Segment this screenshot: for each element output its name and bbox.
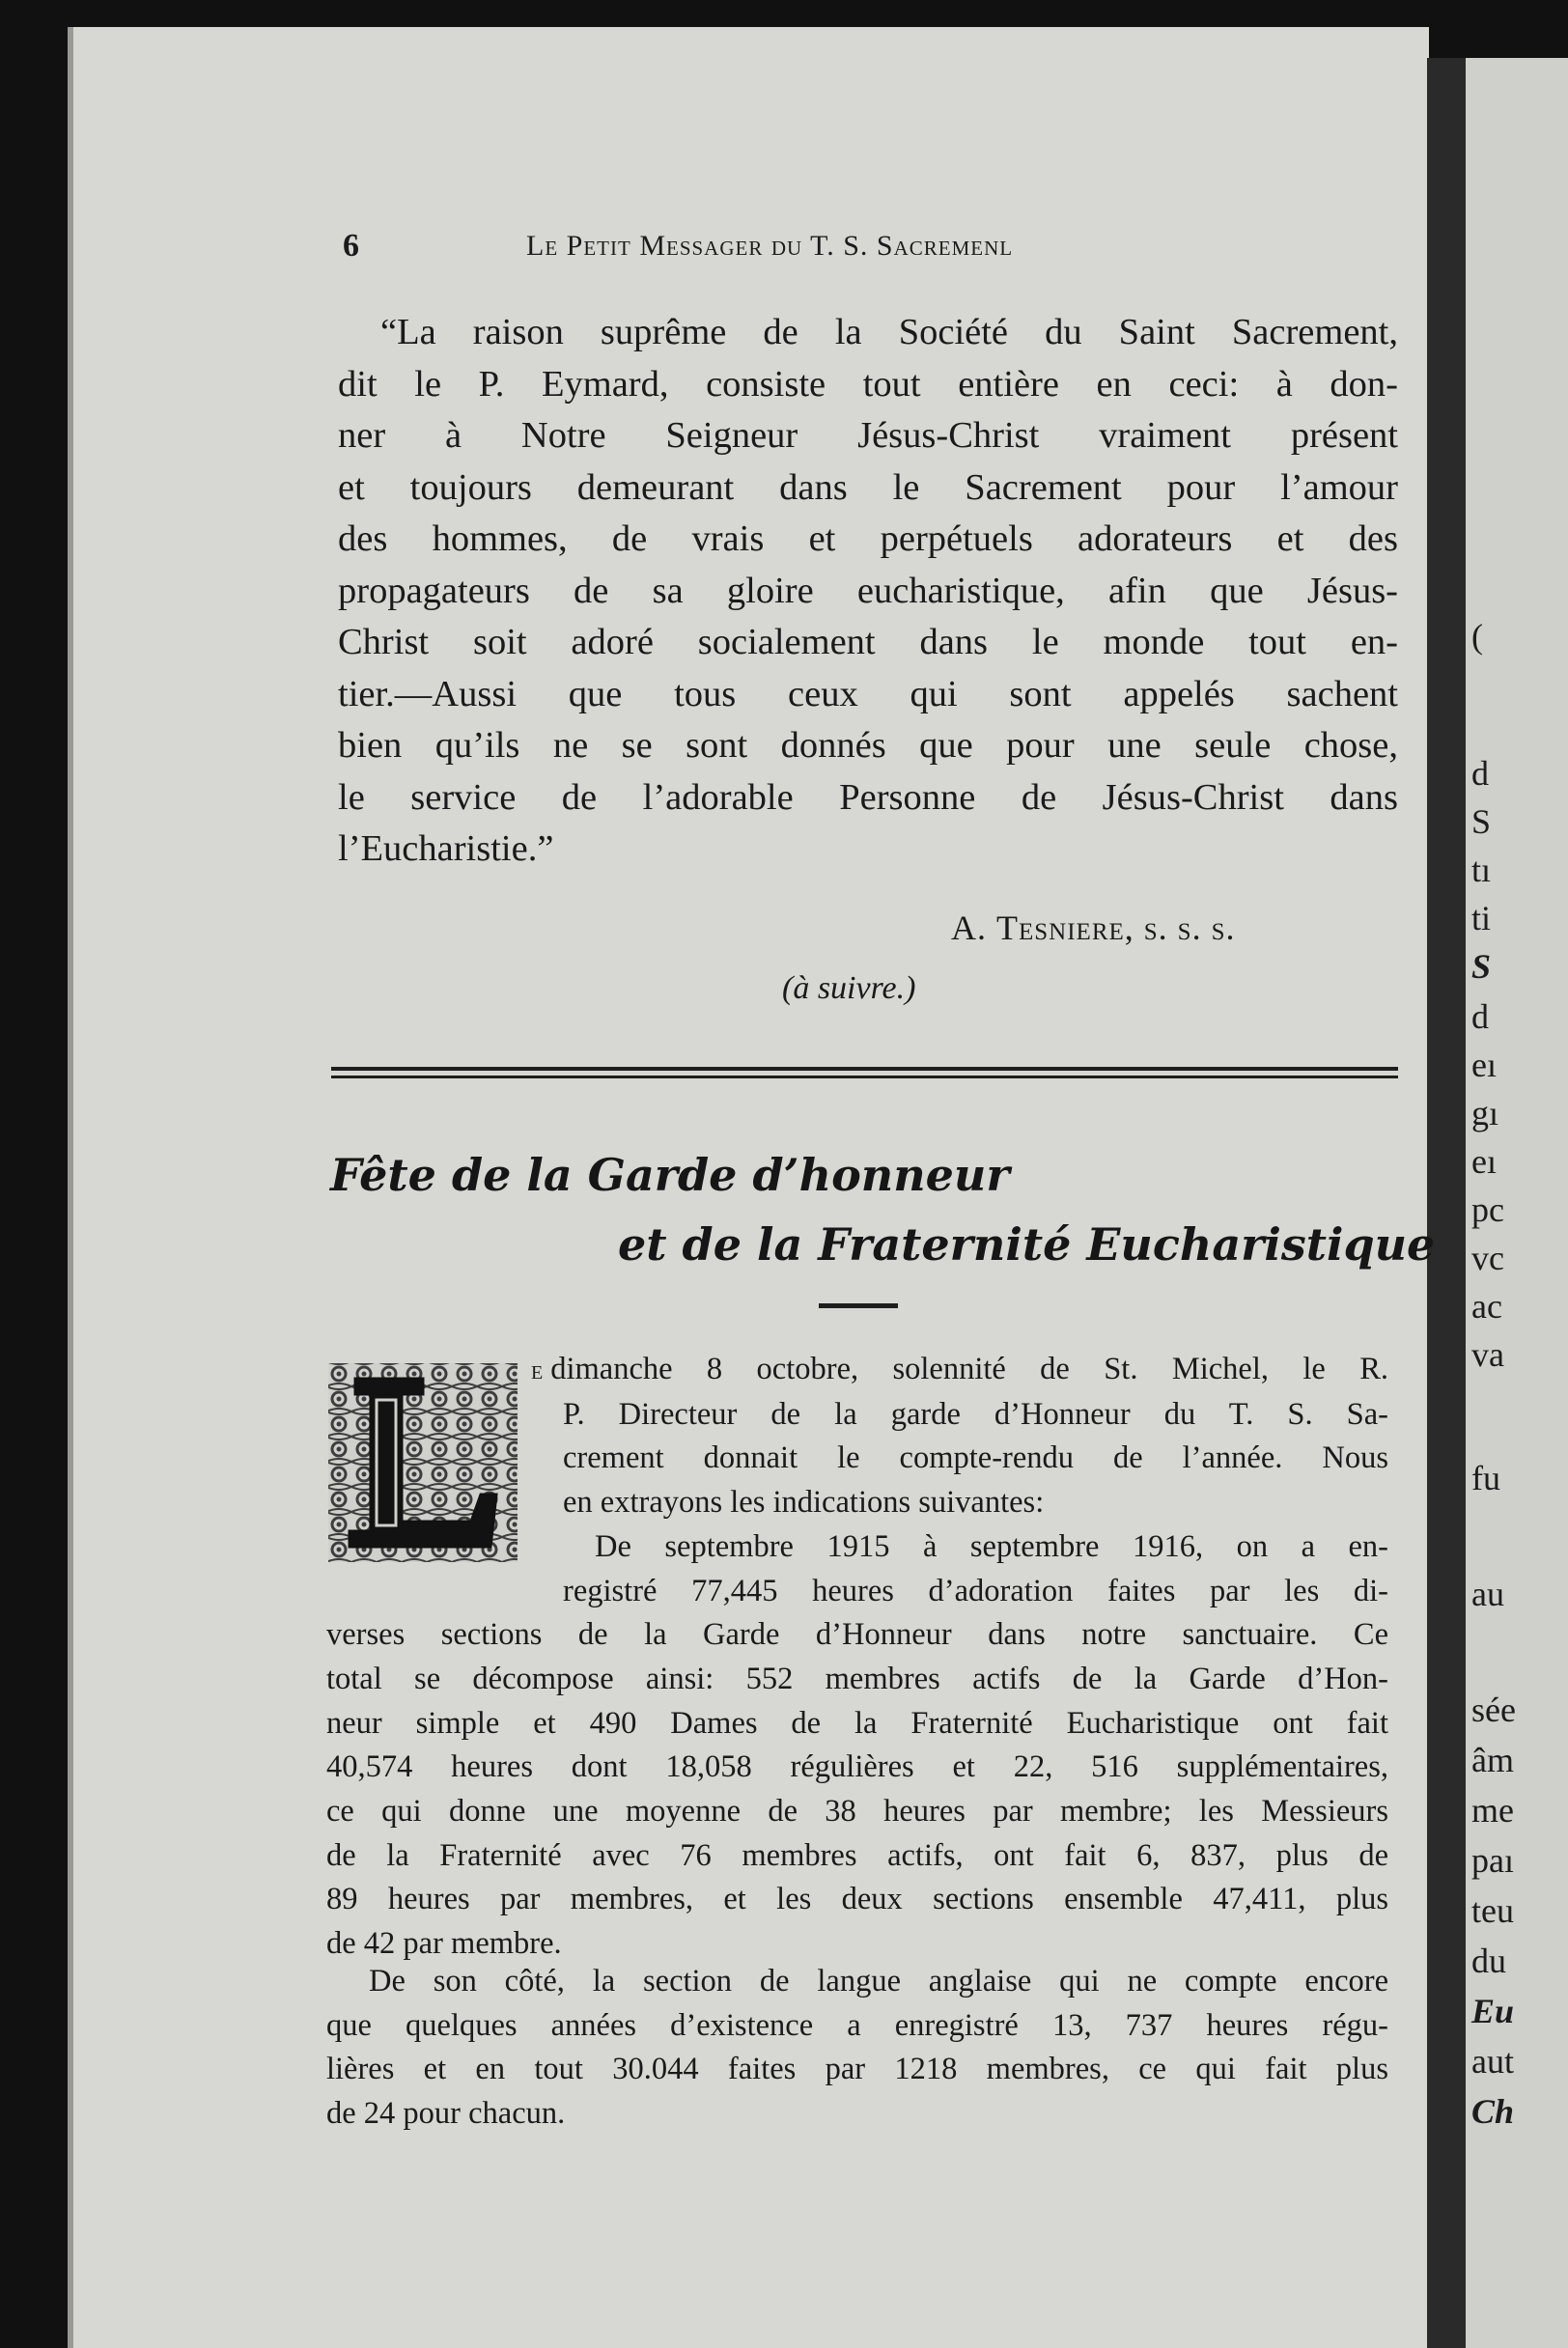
adjacent-fragment: d xyxy=(1471,997,1489,1036)
text-line: “La raison suprême de la Société du Saint Sacrement, xyxy=(380,312,1398,352)
text-line: P. Directeur de la garde d’Honneur du T. S. Sa- xyxy=(563,1396,1388,1432)
article-title-line-1: Fête de la Garde d’honneur xyxy=(330,1149,1010,1201)
running-title: Le Petit Messager du T. S. Sacremenl xyxy=(526,230,1014,262)
adjacent-fragment: me xyxy=(1471,1791,1514,1830)
text-line: verses sections de la Garde d’Honneur dans notre sanctuaire. Ce xyxy=(326,1617,1388,1653)
adjacent-fragment: eı xyxy=(1471,1142,1497,1181)
adjacent-fragment: aut xyxy=(1471,2042,1514,2081)
drop-cap-letter: L xyxy=(326,1361,327,1362)
section-divider xyxy=(331,1067,1398,1080)
signature-initial: A. xyxy=(951,908,996,947)
page-gutter xyxy=(1427,58,1466,2348)
text-line: 40,574 heures dont 18,058 régulières et 22, 516 supplémentaires, xyxy=(326,1749,1388,1785)
adjacent-fragment: du xyxy=(1471,1942,1506,1980)
adjacent-fragment: paı xyxy=(1471,1841,1514,1880)
adjacent-fragment: ac xyxy=(1471,1287,1502,1326)
adjacent-page-edge xyxy=(1466,58,1568,2348)
text-line: en extrayons les indications suivantes: xyxy=(563,1485,1045,1521)
text-line: le service de l’adorable Personne de Jésus-Christ dans xyxy=(338,776,1398,818)
article-paragraph-2 xyxy=(326,1960,1388,2137)
to-be-continued-note: (à suivre.) xyxy=(782,970,916,1006)
running-head xyxy=(275,228,1405,276)
adjacent-fragment: Eu xyxy=(1471,1992,1515,2030)
adjacent-fragment: S xyxy=(1471,802,1492,841)
text-line: des hommes, de vrais et perpétuels adorateurs et des xyxy=(338,518,1398,559)
adjacent-fragment: pc xyxy=(1471,1190,1504,1229)
signature-name: Tesniere xyxy=(996,908,1125,947)
article-title-line-2: et de la Fraternité Eucharistique xyxy=(618,1218,1436,1271)
text-line: Christ soit adoré socialement dans le monde tout en- xyxy=(338,622,1398,662)
text-line: et toujours demeurant dans le Sacrement pour l’amour xyxy=(338,466,1398,508)
adjacent-fragment: va xyxy=(1471,1335,1504,1374)
text-line: De septembre 1915 à septembre 1916, on a en- xyxy=(595,1528,1388,1564)
author-signature xyxy=(951,908,1235,948)
text-line: bien qu’ils ne se sont donnés que pour une seule chose, xyxy=(338,725,1398,766)
text-line: de la Fraternité avec 76 membres actifs, ont fait 6, 837, plus de xyxy=(326,1837,1388,1873)
text-line: de 42 par membre. xyxy=(326,1926,562,1962)
signature-order: , s. s. s. xyxy=(1124,908,1236,947)
adjacent-fragment: Ch xyxy=(1471,2092,1515,2131)
page-number: 6 xyxy=(343,228,359,264)
text-line: tier.—Aussi que tous ceux qui sont appelés sachent xyxy=(338,673,1398,714)
text-line-content: dimanche 8 octobre, solennité de St. Michel, le R. xyxy=(550,1352,1388,1386)
text-line: De son côté, la section de langue anglaise qui ne compte encore xyxy=(369,1964,1388,1999)
text-line: neur simple et 490 Dames de la Fraternité Eucharistique ont fait xyxy=(326,1705,1388,1741)
adjacent-fragment: d xyxy=(1471,754,1489,793)
text-line: registré 77,445 heures d’adoration faites par les di- xyxy=(563,1573,1388,1608)
first-word-rest: e xyxy=(531,1356,544,1385)
adjacent-fragment: sée xyxy=(1471,1691,1516,1729)
title-ornament-rule xyxy=(819,1303,898,1308)
adjacent-fragment: S xyxy=(1471,947,1492,986)
text-line xyxy=(326,1348,1388,1393)
text-line: dit le P. Eymard, consiste tout entière en ceci: à don- xyxy=(338,363,1398,405)
text-line: que quelques années d’existence a enregistré 13, 737 heures régu- xyxy=(326,2007,1388,2043)
quote-paragraph xyxy=(338,307,1398,876)
text-line: ce qui donne une moyenne de 38 heures par membre; les Messieurs xyxy=(326,1794,1388,1830)
text-line: l’Eucharistie.” xyxy=(338,828,554,869)
adjacent-fragment: teu xyxy=(1471,1891,1514,1930)
text-line: de 24 pour chacun. xyxy=(326,2096,566,2132)
text-line: ner à Notre Seigneur Jésus-Christ vraiment présent xyxy=(338,415,1398,456)
article-paragraph-1 xyxy=(326,1348,1388,1967)
adjacent-fragment: gı xyxy=(1471,1094,1499,1132)
adjacent-fragment: eı xyxy=(1471,1046,1497,1084)
text-line: total se décompose ainsi: 552 membres actifs de la Garde d’Hon- xyxy=(326,1661,1388,1696)
text-line: crement donnait le compte-rendu de l’année. Nous xyxy=(563,1440,1388,1476)
text-line: lières et en tout 30.044 faites par 1218 membres, ce qui fait plus xyxy=(326,2052,1388,2087)
adjacent-fragment: vc xyxy=(1471,1239,1504,1277)
adjacent-fragment: ti xyxy=(1471,899,1492,937)
adjacent-fragment: ( xyxy=(1471,617,1483,656)
adjacent-fragment: âm xyxy=(1471,1741,1514,1779)
text-line: propagateurs de sa gloire eucharistique, afin que Jésus- xyxy=(338,570,1398,611)
adjacent-fragment: tı xyxy=(1471,851,1492,889)
adjacent-fragment: fu xyxy=(1471,1459,1500,1497)
adjacent-fragment: au xyxy=(1471,1575,1504,1613)
text-line: 89 heures par membres, et les deux sections ensemble 47,411, plus xyxy=(326,1882,1388,1917)
